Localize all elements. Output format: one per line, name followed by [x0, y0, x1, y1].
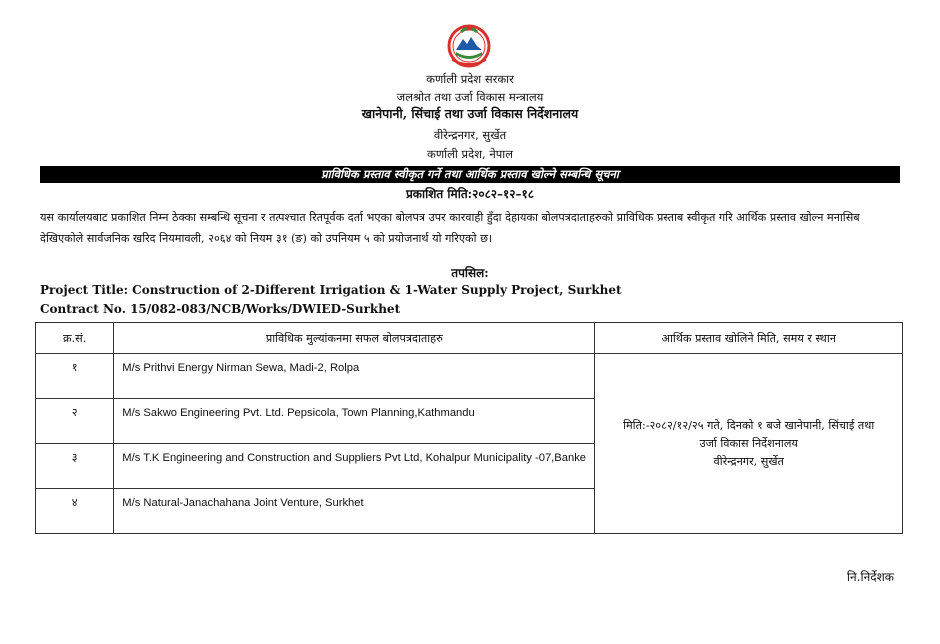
header-opening: आर्थिक प्रस्ताव खोलिने मिति, समय र स्थान — [595, 323, 903, 354]
row-bidder: M/s Prithvi Energy Nirman Sewa, Madi-2, Rolpa — [114, 354, 595, 399]
header-bidders: प्राविधिक मुल्यांकनमा सफल बोलपत्रदाताहरु — [114, 323, 595, 354]
table-header-row — [36, 323, 903, 354]
row-bidder: M/s T.K Engineering and Construction and Suppliers Pvt Ltd, Kohalpur Municipality -07,Banke — [114, 444, 595, 489]
row-serial: १ — [36, 354, 114, 399]
publish-date: प्रकाशित मिति:२०८२–१२–१८ — [405, 187, 535, 201]
notice-title-banner: प्राविधिक प्रस्ताव स्वीकृत गर्ने तथा आर्थिक प्रस्ताव खोल्ने सम्बन्धि सूचना — [40, 166, 900, 183]
notice-paragraph: यस कार्यालयबाट प्रकाशित निम्न ठेक्का सम्बन्धि सूचना र तत्पश्चात रितपूर्वक दर्ता भएका बोलपत्र उपर कारवाही हुँदा देहायका बोलपत्रदाताहरुको प्राविधिक प्रस्ताब स्वीकृत गरि आर्थिक प्रस्ताव खोल्न मनासिब देखिएकोले सार्वजनिक खरिद नियमावली, २०६४ को नियम ३१ (ङ) को उपनियम ५ को प्रयोजनार्थ यो गरिएको छ। — [40, 211, 860, 245]
schedule-heading: तपसिल: — [451, 266, 489, 280]
nepal-government-emblem — [444, 22, 494, 68]
row-serial: ४ — [36, 489, 114, 534]
row-serial: ३ — [36, 444, 114, 489]
address-province: कर्णाली प्रदेश, नेपाल — [426, 147, 514, 161]
address-city: वीरेन्द्रनगर, सुर्खेत — [433, 128, 507, 142]
opening-details — [595, 354, 903, 534]
bidders-table — [35, 322, 903, 534]
contract-number: Contract No. 15/082-083/NCB/Works/DWIED-Surkhet — [40, 302, 401, 316]
row-serial: २ — [36, 399, 114, 444]
opening-venue: उर्जा विकास निर्देशनालय — [699, 436, 798, 450]
row-bidder: M/s Sakwo Engineering Pvt. Ltd. Pepsicola, Town Planning,Kathmandu — [114, 399, 595, 444]
project-title: Project Title: Construction of 2-Different Irrigation & 1-Water Supply Project, Surkhet — [40, 283, 622, 297]
ministry-name: जलश्रोत तथा उर्जा विकास मन्त्रालय — [396, 90, 544, 104]
row-bidder: M/s Natural-Janachahana Joint Venture, Surkhet — [114, 489, 595, 534]
header-serial: क्र.सं. — [36, 323, 114, 354]
signatory-title: नि.निर्देशक — [846, 570, 894, 584]
table-row — [36, 354, 903, 399]
province-government: कर्णाली प्रदेश सरकार — [426, 72, 514, 86]
directorate-name: खानेपानी, सिंचाई तथा उर्जा विकास निर्देशनालय — [361, 106, 579, 121]
opening-city: वीरेन्द्रनगर, सुर्खेत — [713, 454, 784, 468]
opening-date-time: मिति:-२०८२/१२/२५ गते, दिनको १ बजे खानेपानी, सिंचाई तथा — [623, 418, 875, 432]
